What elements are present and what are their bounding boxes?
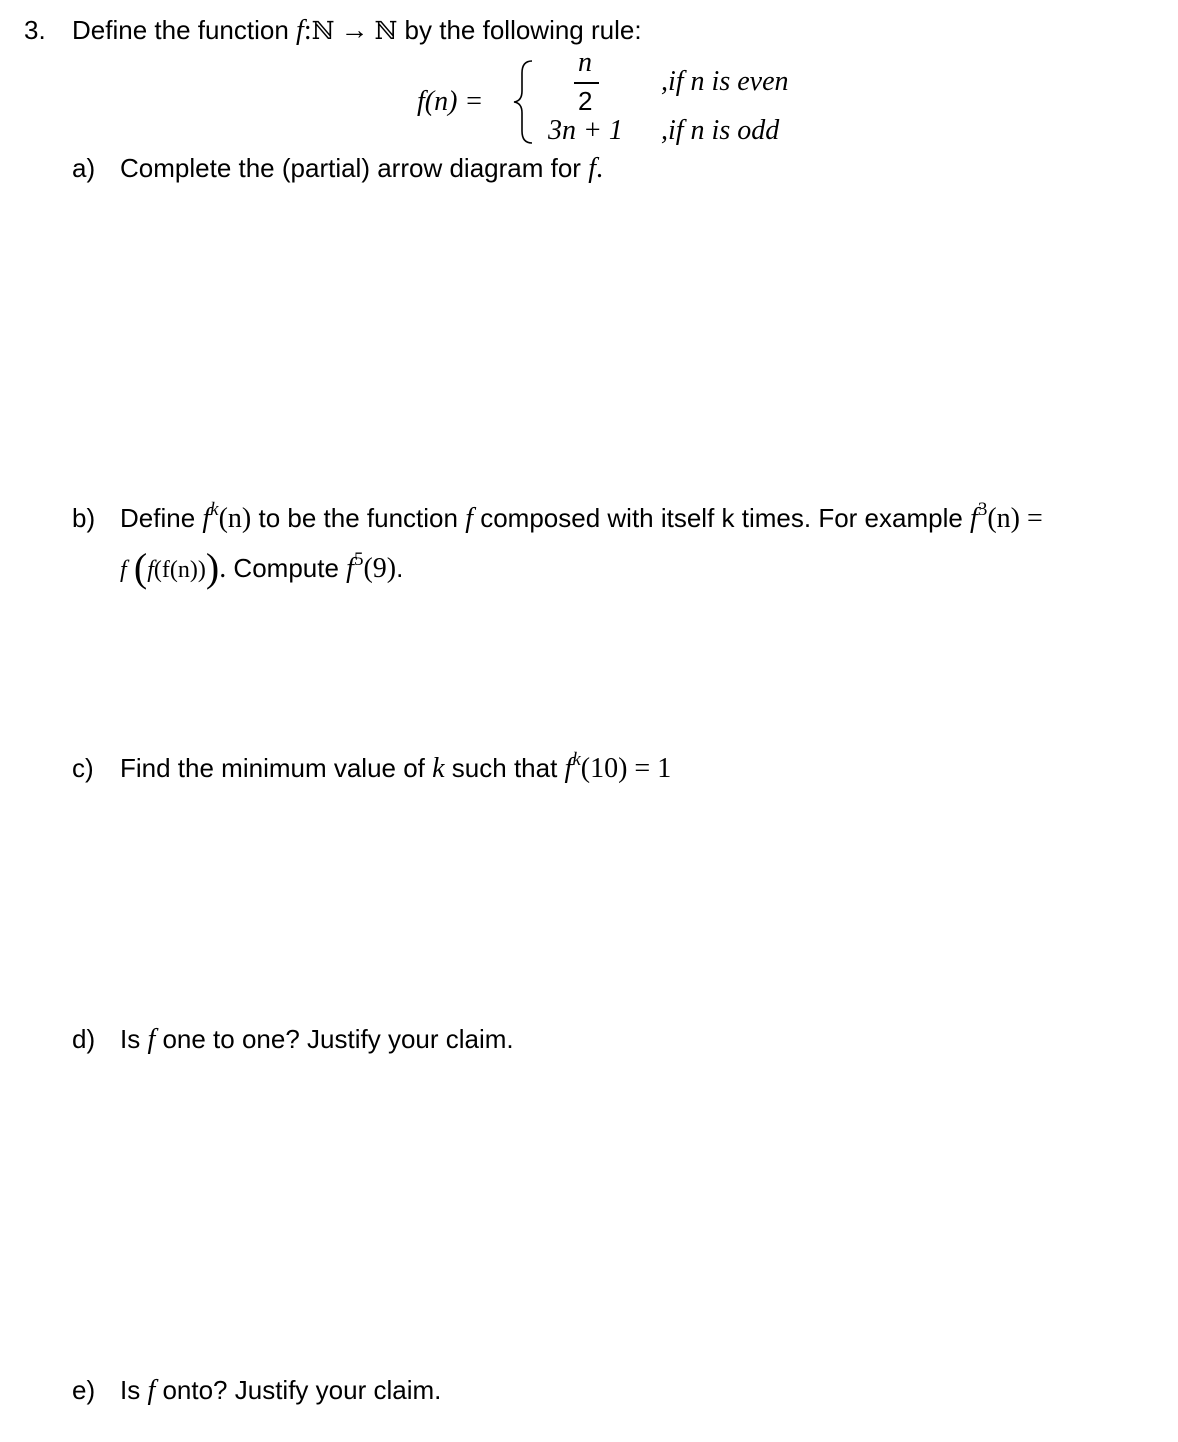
part-d-text1: Is	[120, 1024, 148, 1054]
definition-lhs: f(n) =	[417, 86, 484, 117]
part-a-end: .	[595, 153, 603, 184]
composition-end: .	[219, 553, 227, 584]
part-d-f: f	[147, 1024, 156, 1055]
part-c-label: c)	[72, 753, 94, 783]
case1-condition: ,if n is even	[661, 66, 789, 97]
composition-f2: f	[147, 557, 154, 583]
part-b-text2: to be the function	[251, 503, 466, 533]
maps-to-arrow: →	[340, 15, 369, 46]
part-c-k: k	[432, 753, 445, 784]
part-b-f5-f: f	[346, 553, 354, 584]
part-c-text1: Find the minimum value of	[120, 753, 433, 783]
part-d-text	[120, 1026, 514, 1054]
part-b-text3: composed with itself k times. For example	[472, 503, 971, 533]
part-e-text2: onto? Justify your claim.	[155, 1375, 442, 1405]
part-c-fk-sup: k	[572, 749, 581, 770]
composition-f1: f	[120, 557, 127, 583]
part-e-label: e)	[72, 1375, 96, 1405]
part-b-f3-arg: (n) =	[987, 503, 1043, 534]
part-e-text1: Is	[120, 1375, 148, 1405]
part-b-text4: Compute	[226, 553, 347, 583]
part-b-fk-arg: (n)	[218, 503, 252, 534]
part-b-f5-arg: (9)	[363, 553, 397, 584]
part-d-text2: one to one? Justify your claim.	[155, 1024, 514, 1054]
part-c-text2: such that	[444, 753, 565, 783]
part-b-fk-sup: k	[210, 499, 219, 520]
part-b-label: b)	[72, 503, 96, 533]
part-b-line1	[120, 499, 1043, 534]
composition-close-paren: )	[205, 545, 220, 590]
case2-expression: 3n + 1	[548, 115, 623, 146]
part-b-f3-f: f	[970, 503, 978, 534]
intro-prefix: Define the function	[72, 15, 297, 45]
composition-inner: (f(n))	[153, 557, 206, 583]
part-e-f: f	[147, 1375, 156, 1406]
fraction-bar	[574, 82, 599, 84]
case1-numerator: n	[578, 47, 592, 78]
case1-denominator: 2	[578, 86, 593, 116]
part-e-text	[120, 1377, 441, 1405]
part-a-label: a)	[72, 153, 96, 183]
part-a-f: f	[588, 153, 596, 184]
problem-number: 3.	[24, 15, 46, 45]
intro-suffix: by the following rule:	[397, 15, 642, 45]
colon: :	[303, 15, 312, 46]
part-b-fk-f: f	[202, 503, 211, 534]
part-c-fk-f: f	[564, 753, 573, 784]
part-b-line2	[120, 545, 404, 590]
part-b-f-mid: f	[465, 503, 473, 534]
problem-intro	[72, 17, 642, 45]
part-c-fk-rest: (10) = 1	[580, 753, 672, 784]
part-c-text	[120, 749, 672, 784]
domain-set: ℕ	[311, 16, 335, 45]
codomain-set: ℕ	[374, 16, 398, 45]
left-brace	[510, 57, 540, 147]
part-b-f5-sup: 5	[353, 549, 364, 570]
part-b-text5: .	[396, 553, 404, 583]
part-a-text	[120, 155, 603, 183]
part-b-f3-sup: 3	[977, 499, 988, 520]
part-b-text1: Define	[120, 503, 203, 533]
composition-open-paren: (	[133, 545, 148, 590]
part-a-prompt: Complete the (partial) arrow diagram for	[120, 153, 589, 183]
part-d-label: d)	[72, 1024, 96, 1054]
f-symbol: f	[296, 15, 304, 46]
case2-condition: ,if n is odd	[661, 115, 780, 146]
